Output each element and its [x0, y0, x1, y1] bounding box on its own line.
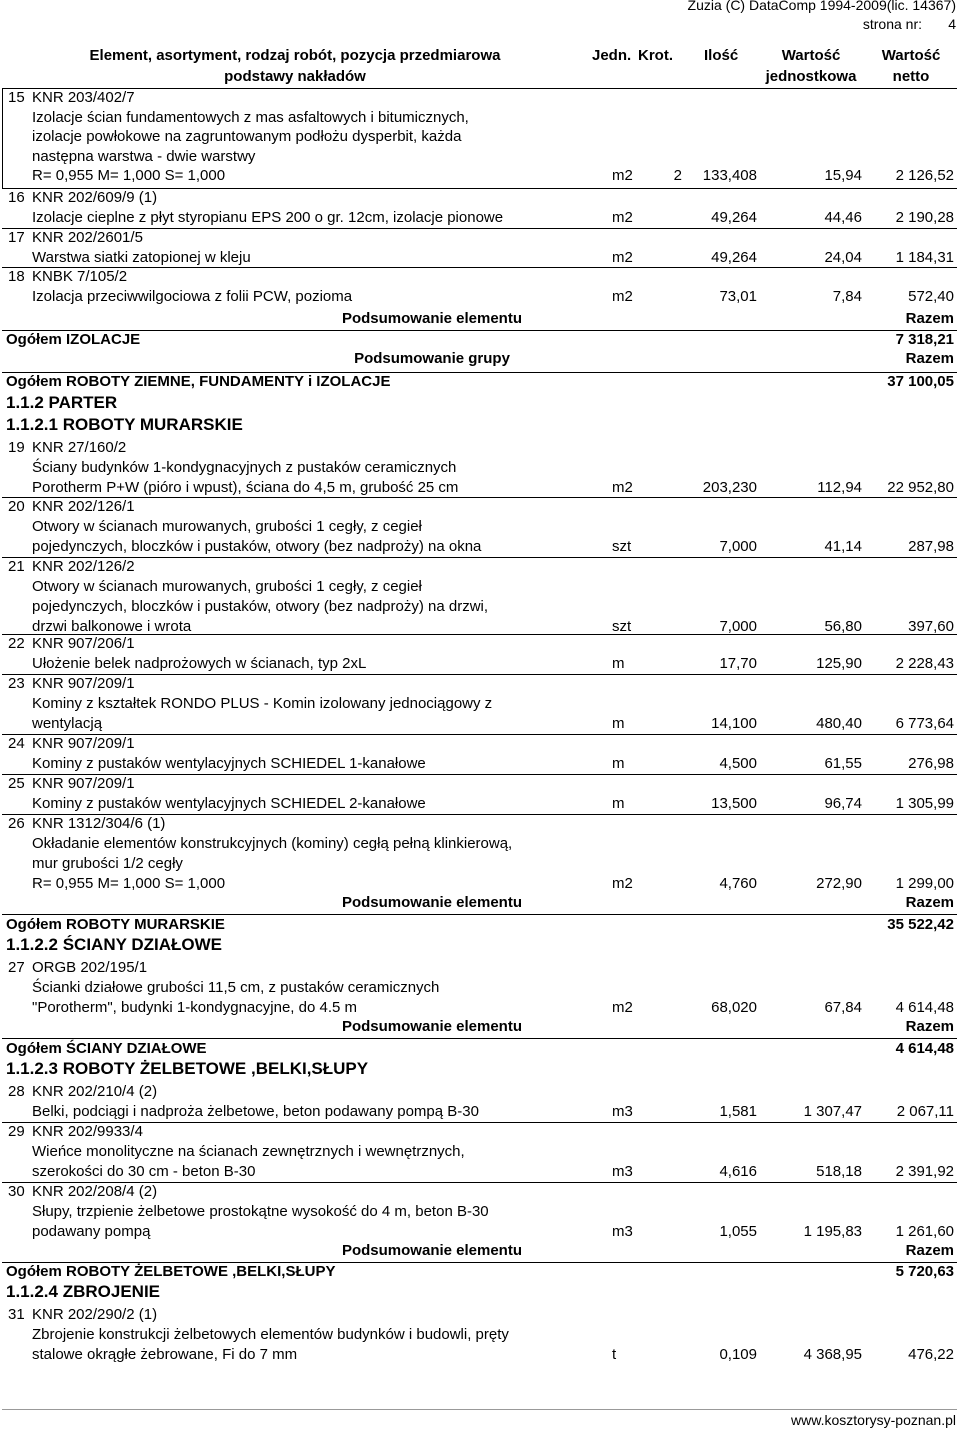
row-code: KNR 202/9933/4	[32, 1123, 143, 1140]
row-total: 2 228,43	[895, 655, 954, 672]
row-unit: m2	[612, 999, 633, 1016]
row-unit: m	[612, 795, 625, 812]
row-unit-price: 1 307,47	[803, 1103, 862, 1120]
summary-element-razem: Razem	[905, 1242, 954, 1259]
summary-element-label: Podsumowanie elementu	[341, 894, 523, 911]
row-unit-price: 61,55	[824, 755, 862, 772]
row-description-line: izolacje powłokowe na zagruntowanym podłożu dysperbit, każda	[32, 128, 462, 146]
divider	[2, 914, 957, 915]
row-number: 29	[8, 1123, 25, 1140]
row-total: 2 391,92	[895, 1163, 954, 1180]
total-roboty-ziemne-value: 37 100,05	[887, 373, 954, 390]
total-murarskie-label: Ogółem ROBOTY MURARSKIE	[6, 916, 225, 933]
row-total: 1 305,99	[895, 795, 954, 812]
row-quantity: 14,100	[711, 715, 757, 732]
row-quantity: 68,020	[711, 999, 757, 1016]
total-dzialowe-label: Ogółem ŚCIANY DZIAŁOWE	[6, 1040, 207, 1057]
row-unit: m2	[612, 167, 633, 185]
row-krot: 2	[673, 167, 682, 185]
row-unit-price: 56,80	[824, 618, 862, 635]
col-price-line1: Wartość	[781, 47, 841, 64]
col-total-header	[868, 47, 954, 86]
divider	[2, 1038, 957, 1039]
col-total-line2: netto	[892, 68, 930, 85]
summary-element-label: Podsumowanie elementu	[341, 1242, 523, 1259]
row-quantity: 17,70	[719, 655, 757, 672]
row-divider	[2, 497, 957, 498]
row-divider	[2, 634, 957, 635]
row-unit: m3	[612, 1103, 633, 1120]
row-quantity: 1,581	[719, 1103, 757, 1120]
row-quantity: 4,616	[719, 1163, 757, 1180]
row-total: 4 614,48	[895, 999, 954, 1016]
row-description-line: Kominy z pustaków wentylacyjnych SCHIEDEL 1-kanałowe	[32, 755, 426, 772]
section-zelbetowe: 1.1.2.3 ROBOTY ŻELBETOWE ,BELKI,SŁUPY	[6, 1059, 369, 1078]
row-unit: m	[612, 715, 625, 732]
row-unit: m3	[612, 1163, 633, 1180]
row-total: 1 261,60	[895, 1223, 954, 1240]
row-code: KNR 202/126/1	[32, 498, 135, 515]
row-description-line: Ułożenie belek nadprożowych w ścianach, typ 2xL	[32, 655, 367, 672]
row-total: 1 184,31	[895, 249, 954, 266]
row-description-line: Okładanie elementów konstrukcyjnych (kominy) cegłą pełną klinkierową,	[32, 835, 513, 852]
header-vline	[2, 88, 3, 188]
row-unit: m	[612, 655, 625, 672]
row-description-line: pojedynczych, bloczków i pustaków, otwory (bez nadproży) na okna	[32, 538, 482, 555]
row-divider	[2, 674, 957, 675]
row-unit-price: 480,40	[816, 715, 862, 732]
row-description-line: Belki, podciągi i nadproża żelbetowe, beton podawany pompą B-30	[32, 1103, 479, 1120]
col-price-header	[754, 47, 868, 86]
row-number: 19	[8, 439, 25, 456]
copyright: Zuzia (C) DataComp 1994-2009(lic. 14367)	[687, 0, 956, 13]
header-divider	[2, 88, 957, 89]
row-quantity: 4,760	[719, 875, 757, 892]
row-quantity: 13,500	[711, 795, 757, 812]
total-zelbetowe-value: 5 720,63	[895, 1263, 954, 1280]
row-quantity: 49,264	[711, 249, 757, 266]
row-code: ORGB 202/195/1	[32, 959, 148, 976]
row-code: KNR 907/209/1	[32, 735, 135, 752]
row-number: 20	[8, 498, 25, 515]
page-label: strona nr:	[862, 16, 922, 32]
row-description-line: Kominy z pustaków wentylacyjnych SCHIEDEL 2-kanałowe	[32, 795, 426, 812]
row-description-line: Ściany budynków 1-kondygnacyjnych z pustaków ceramicznych	[32, 459, 457, 476]
row-code: KNR 202/290/2 (1)	[32, 1306, 158, 1323]
row-total: 287,98	[908, 538, 954, 555]
row-unit-price: 7,84	[832, 288, 862, 305]
row-description-line: Izolacje ścian fundamentowych z mas asfaltowych i bitumicznych,	[32, 108, 469, 126]
col-element-header	[0, 47, 590, 86]
total-zelbetowe-label: Ogółem ROBOTY ŻELBETOWE ,BELKI,SŁUPY	[6, 1263, 336, 1280]
row-unit-price: 125,90	[816, 655, 862, 672]
row-number: 30	[8, 1183, 25, 1200]
row-code: KNR 907/209/1	[32, 675, 135, 692]
section-murarskie: 1.1.2.1 ROBOTY MURARSKIE	[6, 415, 243, 434]
row-number: 22	[8, 635, 25, 652]
row-total: 476,22	[908, 1346, 954, 1363]
row-unit-price: 4 368,95	[803, 1346, 862, 1363]
col-element-line1: Element, asortyment, rodzaj robót, pozycja przedmiarowa	[89, 47, 501, 64]
row-description-line: R= 0,955 M= 1,000 S= 1,000	[32, 167, 226, 185]
row-description-line: następna warstwa - dwie warstwy	[32, 147, 256, 165]
row-code: KNR 203/402/7	[32, 89, 135, 106]
row-description-line: drzwi balkonowe i wrota	[32, 618, 192, 635]
summary-element-label: Podsumowanie elementu	[341, 1018, 523, 1035]
row-unit-price: 67,84	[824, 999, 862, 1016]
row-quantity: 0,109	[719, 1346, 757, 1363]
col-krot-header: Krot.	[638, 47, 673, 64]
footer-website[interactable]: www.kosztorysy-poznan.pl	[791, 1412, 956, 1428]
total-dzialowe-value: 4 614,48	[895, 1040, 954, 1057]
footer-divider	[2, 1409, 957, 1410]
row-total: 6 773,64	[895, 715, 954, 732]
row-quantity: 49,264	[711, 209, 757, 226]
row-description-line: Izolacja przeciwwilgociowa z folii PCW, pozioma	[32, 288, 353, 305]
total-izolacje-label: Ogółem IZOLACJE	[6, 331, 141, 348]
row-quantity: 7,000	[719, 618, 757, 635]
row-number: 26	[8, 815, 25, 832]
row-unit: m2	[612, 288, 633, 305]
section-parter: 1.1.2 PARTER	[6, 393, 118, 412]
section-dzialowe: 1.1.2.2 ŚCIANY DZIAŁOWE	[6, 935, 223, 954]
row-quantity: 203,230	[702, 479, 757, 496]
row-unit-price: 24,04	[824, 249, 862, 266]
row-unit-price: 15,94	[824, 167, 862, 185]
row-divider	[2, 557, 957, 558]
row-unit: m2	[612, 875, 633, 892]
row-divider	[2, 734, 957, 735]
row-code: KNR 202/210/4 (2)	[32, 1083, 158, 1100]
total-roboty-ziemne-label: Ogółem ROBOTY ZIEMNE, FUNDAMENTY i IZOLACJE	[6, 373, 391, 390]
row-description-line: mur grubości 1/2 cegły	[32, 855, 183, 872]
row-unit-price: 1 195,83	[803, 1223, 862, 1240]
row-total: 276,98	[908, 755, 954, 772]
row-description-line: "Porotherm", budynki 1-kondygnacyjne, do 4.5 m	[32, 999, 357, 1016]
row-quantity: 133,408	[702, 167, 757, 185]
row-unit: szt	[612, 618, 632, 635]
row-total: 1 299,00	[895, 875, 954, 892]
row-number: 27	[8, 959, 25, 976]
row-code: KNR 202/2601/5	[32, 229, 143, 246]
row-description-line: Ścianki działowe grubości 11,5 cm, z pustaków ceramicznych	[32, 979, 440, 996]
row-total: 2 067,11	[896, 1103, 954, 1120]
row-number: 31	[8, 1306, 25, 1323]
row-divider	[2, 228, 957, 229]
row-divider	[2, 1122, 957, 1123]
row-number: 24	[8, 735, 25, 752]
row-description-line: szerokości do 30 cm - beton B-30	[32, 1163, 256, 1180]
row-total: 22 952,80	[887, 479, 954, 496]
summary-element-razem: Razem	[905, 894, 954, 911]
row-description-line: pojedynczych, bloczków i pustaków, otwory (bez nadproży) na drzwi,	[32, 598, 489, 615]
col-unit-header: Jedn.	[592, 47, 632, 64]
page-number: 4	[948, 16, 956, 32]
row-number: 15	[8, 89, 25, 106]
row-divider	[2, 774, 957, 775]
row-unit-price: 41,14	[824, 538, 862, 555]
total-izolacje-value: 7 318,21	[895, 331, 954, 348]
col-price-line2: jednostkowa	[765, 68, 857, 85]
row-divider	[2, 267, 957, 268]
row-description-line: Kominy z kształtek RONDO PLUS - Komin izolowany jednociągowy z	[32, 695, 493, 712]
row-description-line: Porotherm P+W (pióro i wpust), ściana do 4,5 m, grubość 25 cm	[32, 479, 459, 496]
row-unit-price: 518,18	[816, 1163, 862, 1180]
row-code: KNR 27/160/2	[32, 439, 127, 456]
row-description-line: Otwory w ścianach murowanych, grubości 1 cegły, z cegieł	[32, 518, 422, 535]
row-quantity: 4,500	[719, 755, 757, 772]
row-description-line: stalowe okrągłe żebrowane, Fi do 7 mm	[32, 1346, 298, 1363]
row-number: 18	[8, 268, 25, 285]
row-description-line: Wieńce monolityczne na ścianach zewnętrznych i wewnętrznych,	[32, 1143, 465, 1160]
row-total: 572,40	[908, 288, 954, 305]
row-description-line: Otwory w ścianach murowanych, grubości 1 cegły, z cegieł	[32, 578, 422, 595]
row-total: 397,60	[908, 618, 954, 635]
row-description-line: Warstwa siatki zatopionej w kleju	[32, 249, 251, 266]
row-description-line: Izolacje cieplne z płyt styropianu EPS 200 o gr. 12cm, izolacje pionowe	[32, 209, 504, 226]
row-description-line: R= 0,955 M= 1,000 S= 1,000	[32, 875, 226, 892]
row-code: KNR 907/206/1	[32, 635, 135, 652]
row-unit-price: 96,74	[824, 795, 862, 812]
row-description-line: Słupy, trzpienie żelbetowe prostokątne wysokość do 4 m, beton B-30	[32, 1203, 489, 1220]
row-quantity: 73,01	[719, 288, 757, 305]
summary-group-label: Podsumowanie grupy	[354, 350, 510, 367]
row-unit: m2	[612, 479, 633, 496]
row-number: 25	[8, 775, 25, 792]
row-unit-price: 112,94	[817, 479, 862, 496]
row-code: KNR 1312/304/6 (1)	[32, 815, 166, 832]
col-element-line2: podstawy nakładów	[224, 68, 366, 85]
total-murarskie-value: 35 522,42	[887, 916, 954, 933]
section-zbrojenie: 1.1.2.4 ZBROJENIE	[6, 1282, 161, 1301]
summary-group-razem: Razem	[905, 350, 954, 367]
row-unit: m3	[612, 1223, 633, 1240]
row-number: 28	[8, 1083, 25, 1100]
row-number: 23	[8, 675, 25, 692]
row-unit: t	[612, 1346, 617, 1363]
row-number: 16	[8, 189, 25, 206]
row-description-line: wentylacją	[32, 715, 103, 732]
row-unit-price: 44,46	[824, 209, 862, 226]
summary-element-razem: Razem	[905, 1018, 954, 1035]
row-unit: m2	[612, 209, 633, 226]
row-quantity: 7,000	[719, 538, 757, 555]
row-description-line: Zbrojenie konstrukcji żelbetowych elementów budynków i budowli, pręty	[32, 1326, 509, 1343]
row-unit-price: 272,90	[816, 875, 862, 892]
row-number: 21	[8, 558, 25, 575]
row-unit: szt	[612, 538, 632, 555]
row-number: 17	[8, 229, 25, 246]
col-total-line1: Wartość	[881, 47, 941, 64]
summary-element-razem: Razem	[905, 310, 954, 327]
row-code: KNR 202/208/4 (2)	[32, 1183, 158, 1200]
row-code: KNR 202/609/9 (1)	[32, 189, 158, 206]
row-unit: m	[612, 755, 625, 772]
row-code: KNR 907/209/1	[32, 775, 135, 792]
row-unit: m2	[612, 249, 633, 266]
row-code: KNR 202/126/2	[32, 558, 135, 575]
row-description-line: podawany pompą	[32, 1223, 151, 1240]
divider	[2, 330, 957, 331]
row-total: 2 126,52	[895, 167, 954, 185]
row-code: KNBK 7/105/2	[32, 268, 128, 285]
summary-element-label: Podsumowanie elementu	[341, 310, 523, 327]
row-quantity: 1,055	[719, 1223, 757, 1240]
col-qty-header: Ilość	[704, 47, 739, 64]
row-total: 2 190,28	[895, 209, 954, 226]
